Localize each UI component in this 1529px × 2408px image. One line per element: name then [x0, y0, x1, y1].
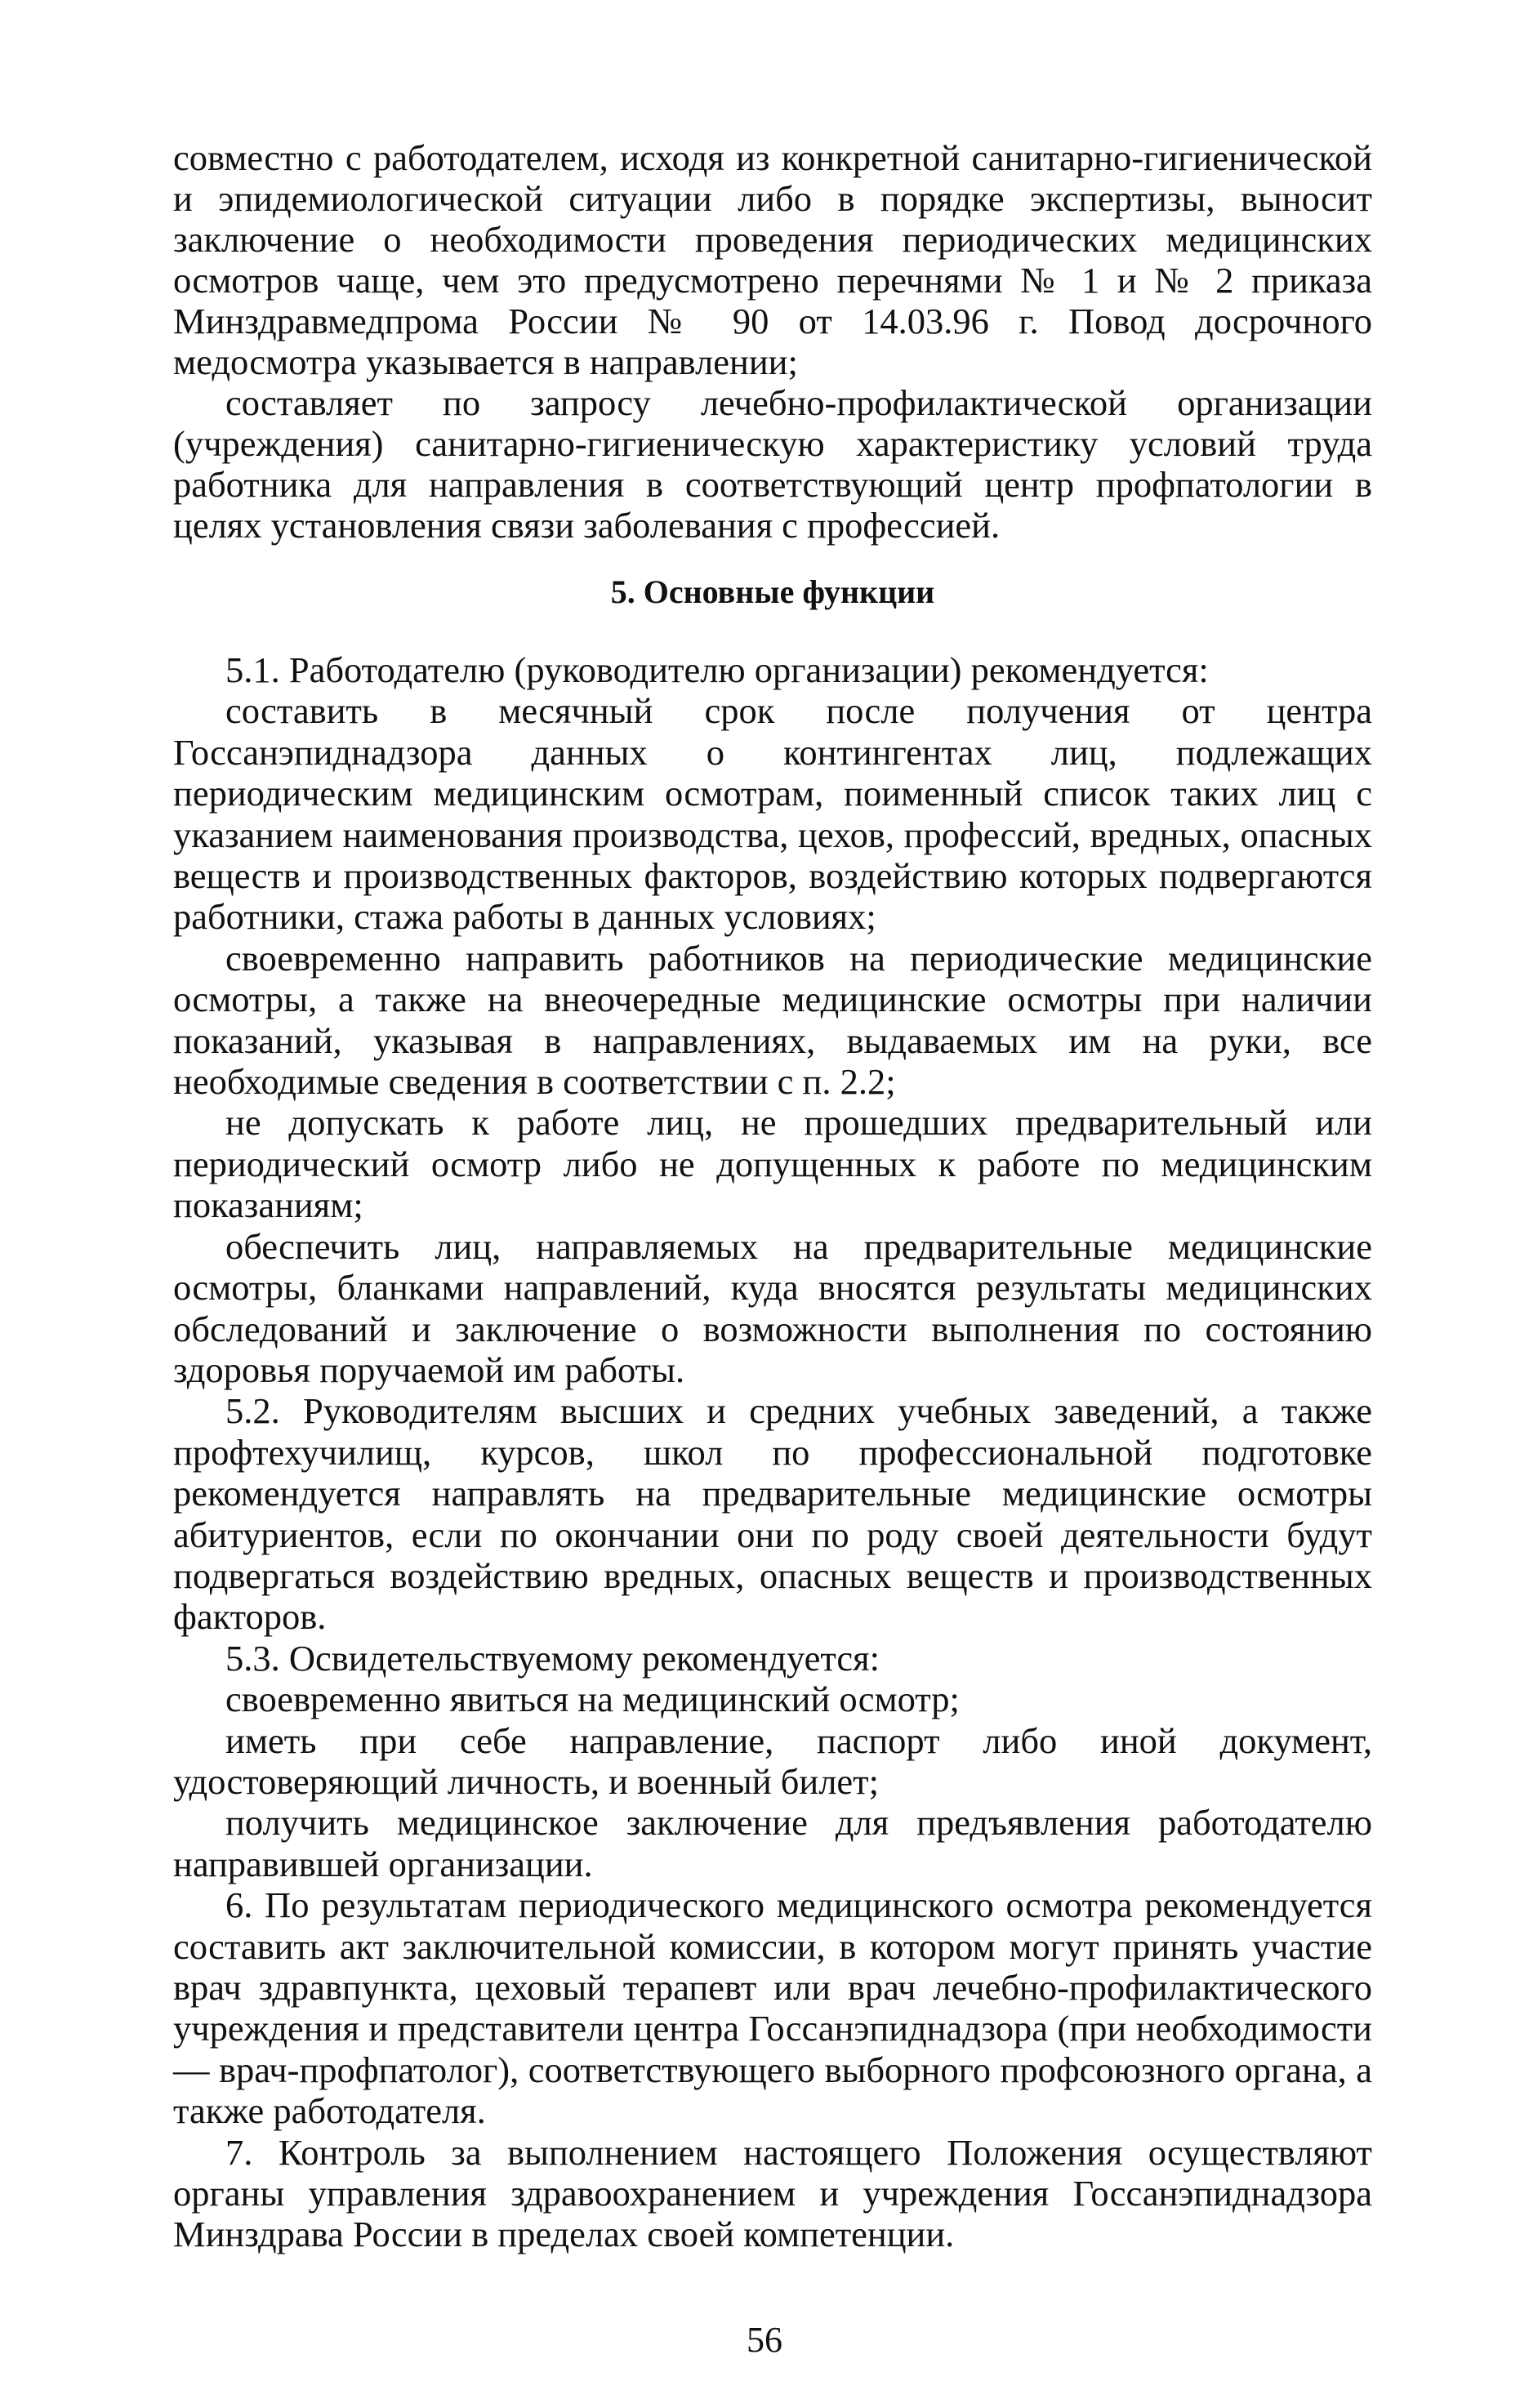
text-block-top: [173, 137, 1372, 546]
paragraph: не допускать к работе лиц, не прошедших предварительный или периодический осмотр либо не допущенных к работе по медицинским показаниям;: [173, 1102, 1372, 1226]
paragraph: иметь при себе направление, паспорт либо иной документ, удостоверяющий личность, и военный билет;: [173, 1719, 1372, 1802]
paragraph: 7. Контроль за выполнением настоящего Положения осуществляют органы управления здравоохранением и учреждения Госсанэпиднадзора Минздрава России в пределах своей компетенции.: [173, 2131, 1372, 2255]
paragraph: своевременно направить работников на периодические медицинские осмотры, а также на внеочередные медицинские осмотры при наличии показаний, указывая в направлениях, выдаваемых им на руки, все необходимые сведения в соответствии с п. 2.2;: [173, 937, 1372, 1103]
section-heading: 5. Основные функции: [610, 573, 935, 610]
paragraph: составить в месячный срок после получения от центра Госсанэпиднадзора данных о контингентах лиц, подлежащих периодическим медицинским осмотрам, поименный список таких лиц с указанием наименования производства, цехов, профессий, вредных, опасных веществ и производственных факторов, воздействию которых подвергаются работники, стажа работы в данных условиях;: [173, 690, 1372, 938]
page-number: 56: [747, 2320, 782, 2360]
paragraph: составляет по запросу лечебно-профилактической организации (учреждения) санитарно-гигиеническую характеристику условий труда работника для направления в соответствующий центр профпатологии в целях установления связи заболевания с профессией.: [173, 382, 1372, 546]
text-block-main: [173, 649, 1372, 2255]
paragraph: получить медицинское заключение для предъявления работодателю направившей организации.: [173, 1802, 1372, 1884]
paragraph: 5.2. Руководителям высших и средних учебных заведений, а также профтехучилищ, курсов, школ по профессиональной подготовке рекомендуется направлять на предварительные медицинские осмотры абитуриентов, если по окончании они по роду своей деятельности будут подвергаться воздействию вредных, опасных веществ и производственных факторов.: [173, 1390, 1372, 1638]
paragraph: совместно с работодателем, исходя из конкретной санитарно-гигиенической и эпидемиологической ситуации либо в порядке экспертизы, выносит заключение о необходимости проведения периодических медицинских осмотров чаще, чем это предусмотрено перечнями № 1 и № 2 приказа Минздравмедпрома России № 90 от 14.03.96 г. Повод досрочного медосмотра указывается в направлении;: [173, 137, 1372, 382]
paragraph: обеспечить лиц, направляемых на предварительные медицинские осмотры, бланками направлений, куда вносятся результаты медицинских обследований и заключение о возможности выполнения по состоянию здоровья поручаемой им работы.: [173, 1225, 1372, 1390]
paragraph: своевременно явиться на медицинский осмотр;: [225, 1679, 960, 1720]
paragraph: 5.3. Освидетельствуемому рекомендуется:: [225, 1637, 880, 1679]
paragraph: 6. По результатам периодического медицинского осмотра рекомендуется составить акт заключительной комиссии, в котором могут принять участие врач здравпункта, цеховый терапевт или врач лечебно-профилактического учреждения и представители центра Госсанэпиднадзора (при необходимости — врач-профпатолог), соответствующего выборного профсоюзного органа, а также работодателя.: [173, 1884, 1372, 2132]
paragraph: 5.1. Работодателю (руководителю организации) рекомендуется:: [225, 649, 1209, 690]
